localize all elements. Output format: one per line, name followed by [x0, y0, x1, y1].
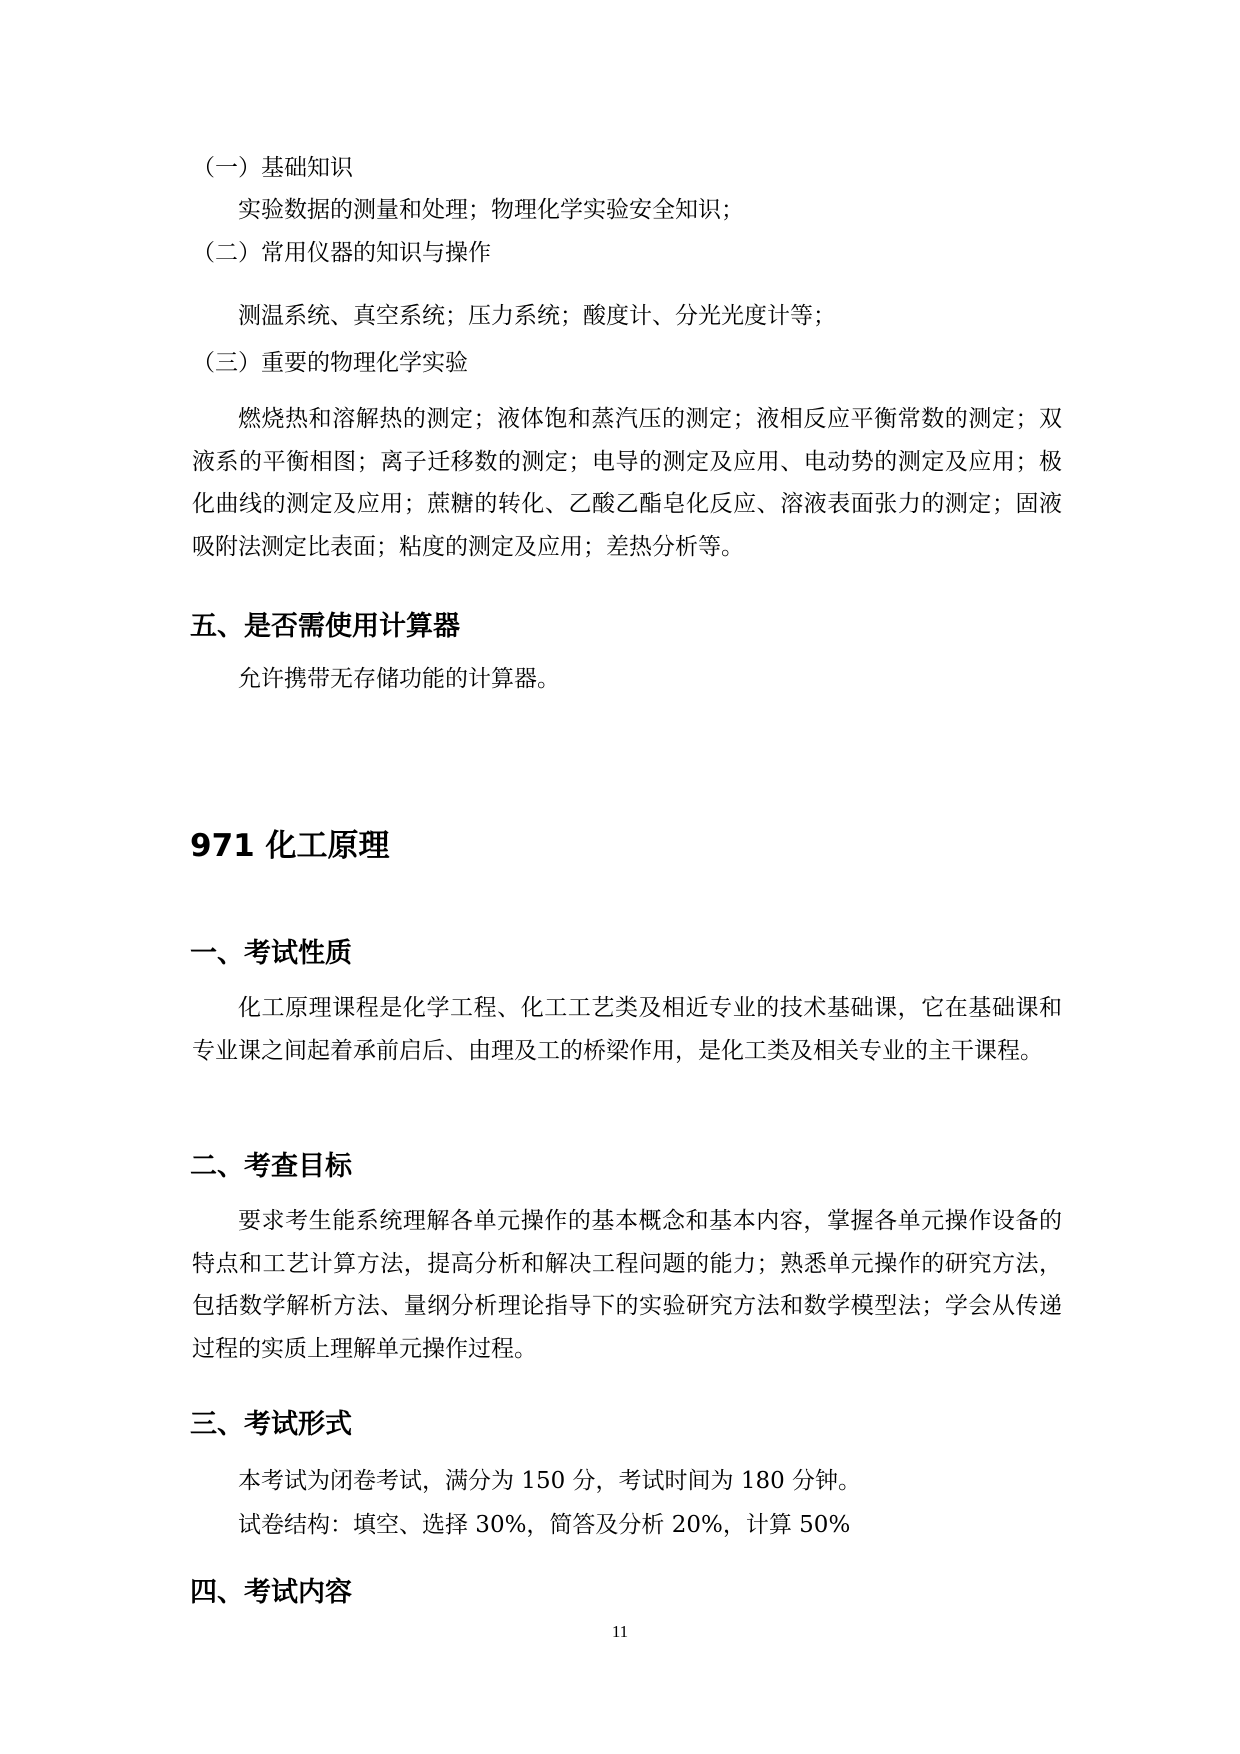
- subsection-heading-instruments: （二）常用仪器的知识与操作: [192, 240, 491, 266]
- subsection-text-experiments: 燃烧热和溶解热的测定；液体饱和蒸汽压的测定；液相反应平衡常数的测定；双液系的平衡相图；离子迁移数的测定；电导的测定及应用、电动势的测定及应用；极化曲线的测定及应用；蔗糖的转化、乙酸乙酯皂化反应、溶液表面张力的测定；固液吸附法测定比表面；粘度的测定及应用；差热分析等。: [192, 406, 1062, 560]
- section-heading-exam-format: 三、考试形式: [190, 1409, 352, 1440]
- section-text-exam-nature: 化工原理课程是化学工程、化工工艺类及相近专业的技术基础课，它在基础课和专业课之间起着承前启后、由理及工的桥梁作用，是化工类及相关专业的主干课程。: [192, 995, 1062, 1064]
- section-text-exam-format-1: 本考试为闭卷考试，满分为 150 分，考试时间为 180 分钟。: [238, 1468, 862, 1494]
- subsection-text-instruments: 测温系统、真空系统；压力系统；酸度计、分光光度计等；: [238, 303, 836, 329]
- section-text-exam-format-2: 试卷结构：填空、选择 30%，简答及分析 20%，计算 50%: [238, 1512, 851, 1538]
- subsection-heading-basics: （一）基础知识: [192, 155, 353, 181]
- section-text-calculator: 允许携带无存储功能的计算器。: [238, 666, 560, 692]
- section-heading-exam-nature: 一、考试性质: [190, 938, 352, 969]
- section-heading-calculator: 五、是否需使用计算器: [190, 611, 460, 642]
- section-heading-objectives: 二、考查目标: [190, 1151, 352, 1182]
- section-text-objectives: 要求考生能系统理解各单元操作的基本概念和基本内容，掌握各单元操作设备的特点和工艺计算方法，提高分析和解决工程问题的能力；熟悉单元操作的研究方法，包括数学解析方法、量纲分析理论指导下的实验研究方法和数学模型法；学会从传递过程的实质上理解单元操作过程。: [192, 1208, 1062, 1362]
- subsection-heading-experiments: （三）重要的物理化学实验: [192, 350, 468, 376]
- subsection-text-basics: 实验数据的测量和处理；物理化学实验安全知识；: [238, 197, 744, 223]
- course-title: 971 化工原理: [190, 828, 390, 864]
- section-heading-exam-content: 四、考试内容: [190, 1577, 352, 1608]
- page-number: 11: [611, 1622, 629, 1641]
